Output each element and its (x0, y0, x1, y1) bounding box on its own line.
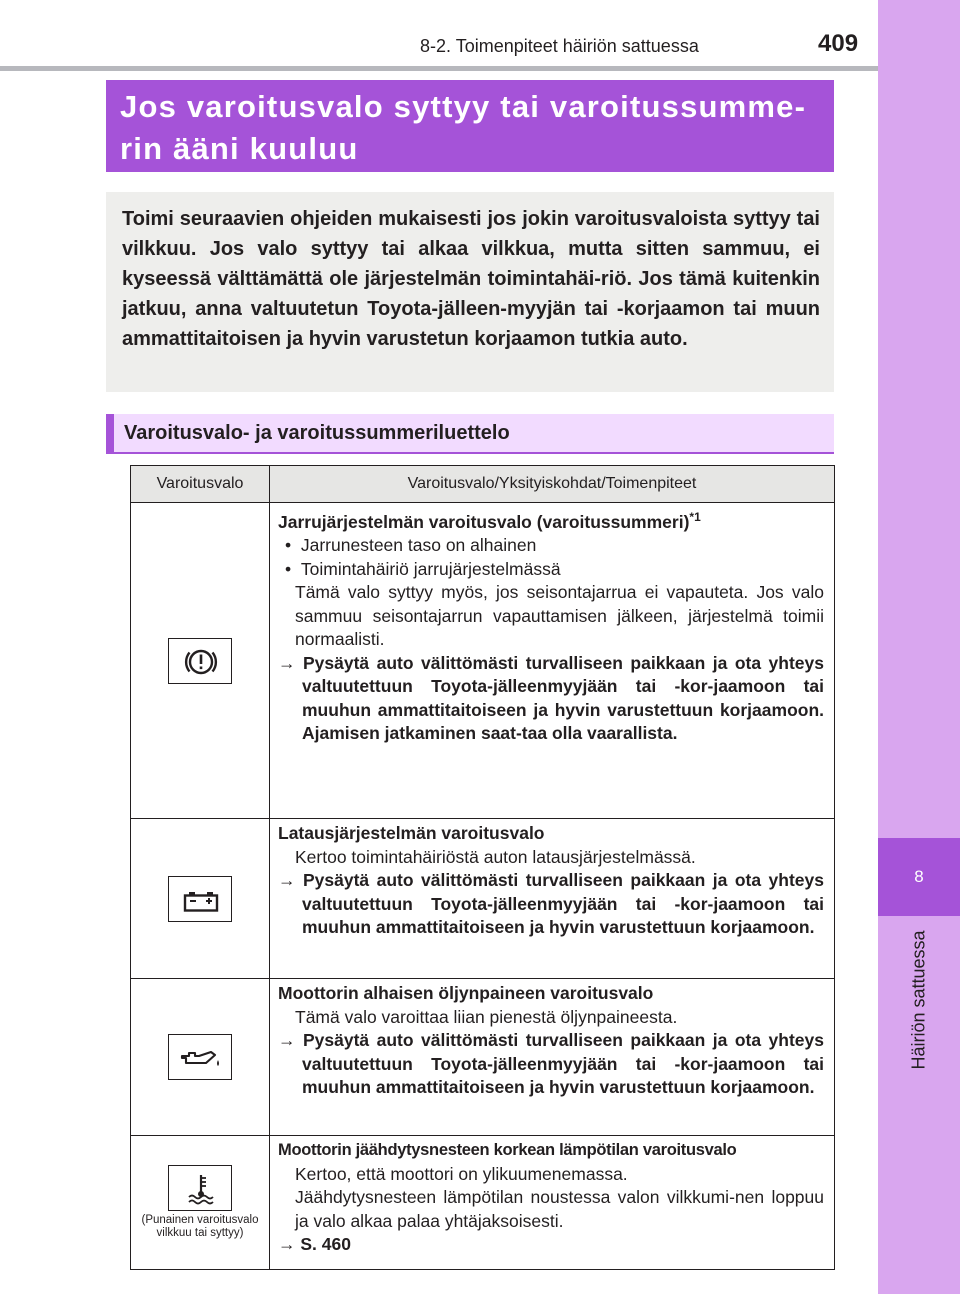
row-description: Jäähdytysnesteen lämpötilan noustessa valon vilkkumi-nen loppuu ja valo alkaa palaa yhtäjaksoisesti. (295, 1187, 824, 1231)
details-cell (270, 819, 835, 979)
battery-icon (168, 876, 232, 922)
header-rule (0, 66, 878, 71)
chapter-side-tab (878, 0, 960, 1294)
row-action (278, 869, 824, 940)
row-description: Kertoo, että moottori on ylikuumenemassa. (295, 1163, 628, 1184)
bullet-item (278, 534, 824, 558)
page-reference-link[interactable]: S. 460 (300, 1234, 351, 1254)
oil-pressure-icon (168, 1034, 232, 1080)
arrow-icon: → (278, 870, 296, 890)
icon-note: (Punainen varoitusvalo vilkkuu tai syttyy) (141, 1214, 259, 1239)
warning-light-table (130, 465, 835, 1270)
intro-text: Toimi seuraavien ohjeiden mukaisesti jos jokin varoitusvaloista syttyy tai vilkkuu. Jos valo syttyy tai alkaa vilkkua, mutta sitten sammuu, ei kyseessä välttämättä ole järjestelmän toimintahäi-riö. Jos tämä kuitenkin jatkuu, anna valtuutetun Toyota-jälleen-myyjän tai -korjaamon tai muun ammattitaitoisen ja hyvin varustetun korjaamon tutkia auto. (122, 208, 820, 350)
table-row (131, 979, 835, 1136)
arrow-icon: → (278, 652, 296, 673)
icon-cell (131, 503, 270, 819)
running-header-section: 8-2. Toimenpiteet häiriön sattuessa (420, 36, 699, 56)
row-description: Kertoo toimintahäiriöstä auton latausjärjestelmässä. (295, 846, 696, 867)
row-title: Moottorin jäähdytysnesteen korkean lämpötilan varoitusvalo (278, 1141, 737, 1159)
column-header-details: Varoitusvalo/Yksityiskohdat/Toimenpiteet (270, 466, 835, 503)
icon-cell (131, 979, 270, 1136)
bullet-item (278, 558, 824, 582)
arrow-icon: → (278, 1234, 296, 1254)
bullet-text: Jarrunesteen taso on alhainen (300, 535, 537, 556)
page-number: 409 (818, 30, 859, 57)
row-description: Tämä valo syttyy myös, jos seisontajarrua ei vapauteta. Jos valo sammuu seisontajarrun vapauttamisen jälkeen, järjestelmä toimii normaalisti. (295, 582, 824, 650)
row-description: Tämä valo varoittaa liian pienestä öljynpaineesta. (295, 1006, 678, 1027)
footnote-marker: *1 (689, 510, 701, 524)
row-title-text: Jarrujärjestelmän varoitusvalo (varoitussummeri) (278, 511, 690, 532)
row-action (278, 1029, 824, 1100)
chapter-number-tab: 8 (878, 838, 960, 916)
row-title: Moottorin alhaisen öljynpaineen varoitusvalo (278, 983, 654, 1003)
action-text: Pysäytä auto välittömästi turvalliseen paikkaan ja ota yhteys valtuutettuun Toyota-jälleenmyyjään tai -kor-jaamoon tai muuhun ammattitaitoiseen ja hyvin varustettuun korjaamoon. (302, 870, 824, 937)
details-cell (270, 503, 835, 819)
table-row (131, 819, 835, 979)
details-cell (270, 1136, 835, 1270)
action-text: Pysäytä auto välittömästi turvalliseen paikkaan ja ota yhteys valtuutettuun Toyota-jälleenmyyjään tai -kor-jaamoon tai muuhun ammattitaitoiseen ja hyvin varustettuun korjaamoon. Ajamisen jatkaminen saat-taa olla vaarallista. (302, 652, 824, 744)
icon-cell (131, 1136, 270, 1270)
row-action (278, 652, 824, 746)
bullet-text: Toimintahäiriö jarrujärjestelmässä (300, 558, 561, 579)
table-row (131, 1136, 835, 1270)
coolant-temperature-icon (168, 1165, 232, 1211)
row-title: Latausjärjestelmän varoitusvalo (278, 823, 545, 843)
arrow-icon: → (278, 1030, 296, 1050)
brake-warning-icon (168, 638, 232, 684)
subheading-banner: Varoitusvalo- ja varoitussummeriluettelo (106, 414, 834, 454)
column-header-light: Varoitusvalo (131, 466, 270, 503)
section-title-banner: Jos varoitusvalo syttyy tai varoitussumme-rin ääni kuuluu (106, 80, 834, 172)
action-text: Pysäytä auto välittömästi turvalliseen paikkaan ja ota yhteys valtuutettuun Toyota-jälleenmyyjään tai -kor-jaamoon tai muuhun ammattitaitoiseen ja hyvin varustettuun korjaamoon. (302, 1030, 824, 1097)
details-cell (270, 979, 835, 1136)
icon-cell (131, 819, 270, 979)
intro-box (106, 192, 834, 392)
row-title (278, 506, 824, 534)
row-action (278, 1233, 824, 1257)
bullet-symbol: • (285, 558, 292, 579)
table-header-row (131, 466, 835, 503)
chapter-title-vertical: Häiriön sattuessa (908, 930, 929, 1070)
table-row (131, 503, 835, 819)
bullet-symbol: • (285, 535, 292, 556)
